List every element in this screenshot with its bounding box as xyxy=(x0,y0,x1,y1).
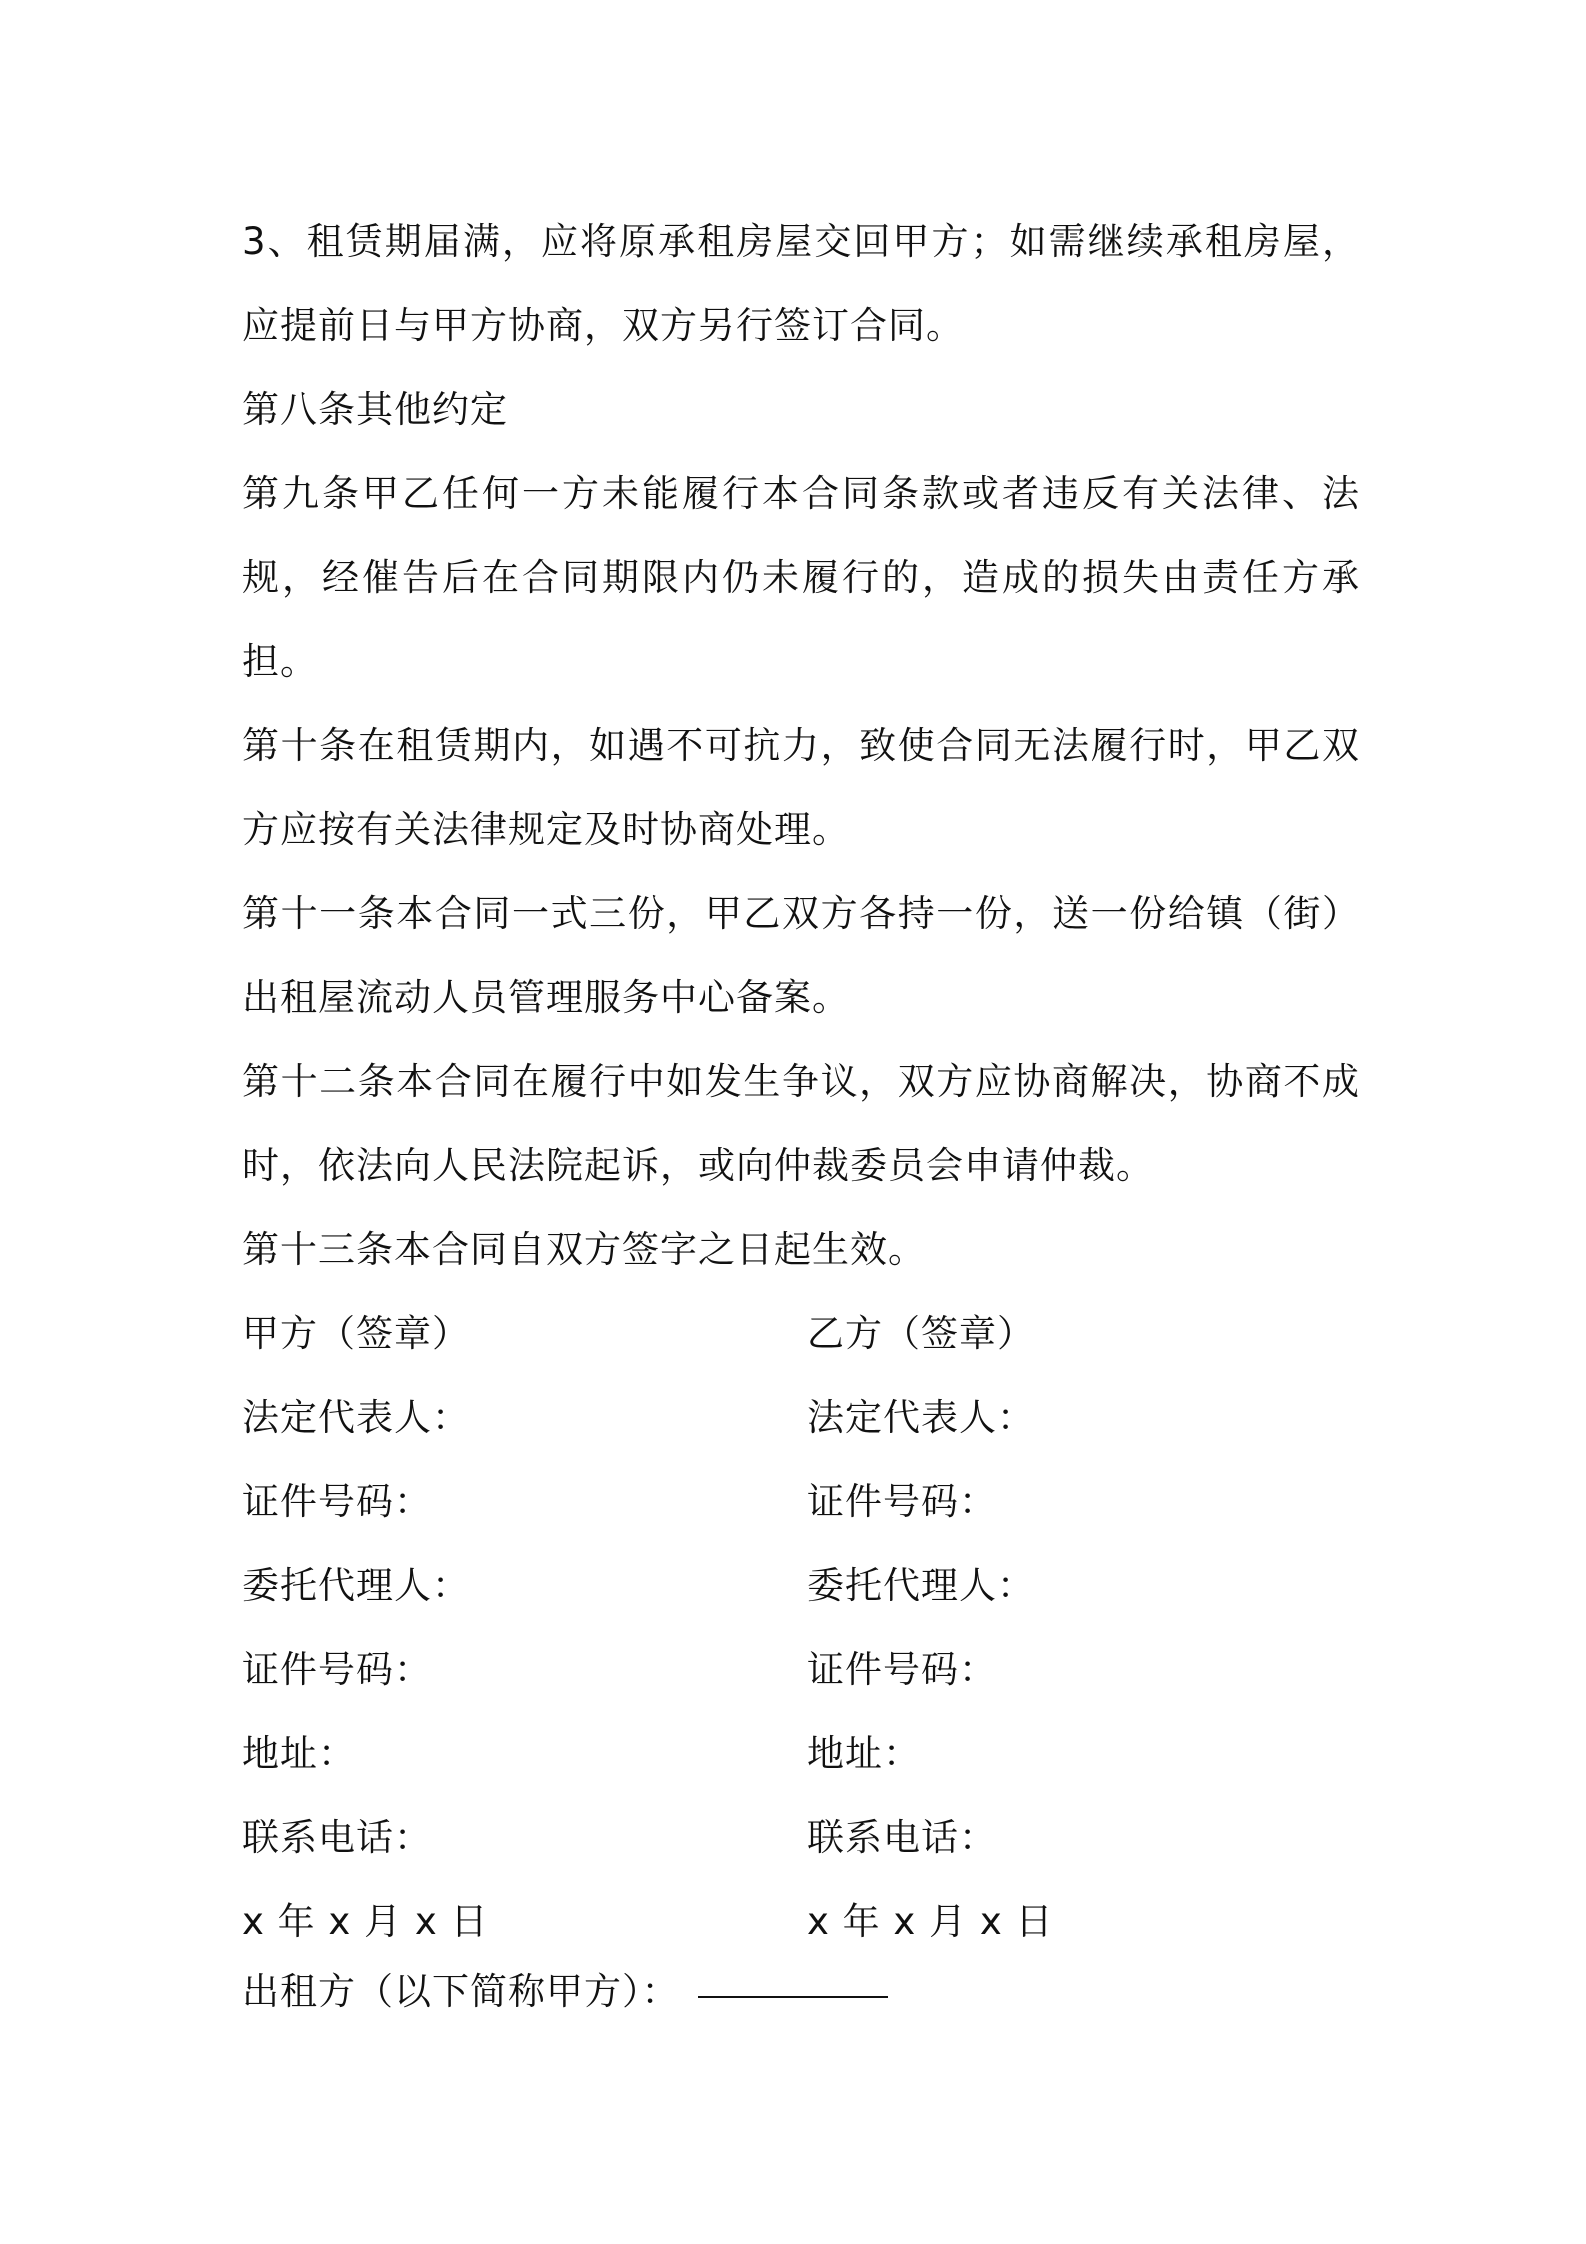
party-b-address: 地址： xyxy=(807,1732,921,1775)
party-a-legal-rep: 法定代表人： xyxy=(242,1396,470,1439)
clause-9-breach: 第九条甲乙任何一方未能履行本合同条款或者违反有关法律、法规，经催告后在合同期限内仍未履行的，造成的损失由责任方承担。 xyxy=(242,472,1360,683)
lessor-label: 出租方（以下简称甲方）： xyxy=(242,1970,680,2013)
party-b-agent-id-no: 证件号码： xyxy=(807,1648,997,1691)
signature-row-phone xyxy=(242,1796,1360,1880)
party-a-address: 地址： xyxy=(242,1732,356,1775)
clause-8-heading: 第八条其他约定 xyxy=(242,388,508,431)
lessor-fill-blank[interactable] xyxy=(698,1996,888,1998)
lessor-line xyxy=(242,1950,888,2034)
party-b-agent: 委托代理人： xyxy=(807,1564,1035,1607)
signature-row-agent-id xyxy=(242,1628,1360,1712)
contract-body xyxy=(242,200,1360,1964)
clause-10-force-majeure: 第十条在租赁期内，如遇不可抗力，致使合同无法履行时，甲乙双方应按有关法律规定及时协商处理。 xyxy=(242,724,1360,851)
party-b-legal-rep: 法定代表人： xyxy=(807,1396,1035,1439)
party-a-title: 甲方（签章） xyxy=(242,1312,470,1355)
party-a-date: x 年 x 月 x 日 xyxy=(242,1900,489,1943)
clause-12-disputes: 第十二条本合同在履行中如发生争议，双方应协商解决，协商不成时，依法向人民法院起诉，或向仲裁委员会申请仲裁。 xyxy=(242,1060,1360,1187)
clause-13-effective: 第十三条本合同自双方签字之日起生效。 xyxy=(242,1228,926,1271)
signature-block xyxy=(242,1292,1360,1964)
party-b-phone: 联系电话： xyxy=(807,1816,997,1859)
party-a-agent-id-no: 证件号码： xyxy=(242,1648,432,1691)
party-a-phone: 联系电话： xyxy=(242,1816,432,1859)
signature-row-address xyxy=(242,1712,1360,1796)
party-b-id-no: 证件号码： xyxy=(807,1480,997,1523)
clause-11-copies: 第十一条本合同一式三份，甲乙双方各持一份，送一份给镇（街）出租屋流动人员管理服务中心备案。 xyxy=(242,892,1360,1019)
signature-row-legal-rep xyxy=(242,1376,1360,1460)
party-a-agent: 委托代理人： xyxy=(242,1564,470,1607)
signature-row-agent xyxy=(242,1544,1360,1628)
signature-row-title xyxy=(242,1292,1360,1376)
signature-row-id xyxy=(242,1460,1360,1544)
clause-3-renewal: 3、租赁期届满，应将原承租房屋交回甲方；如需继续承租房屋，应提前日与甲方协商，双方另行签订合同。 xyxy=(242,220,1360,347)
party-b-title: 乙方（签章） xyxy=(807,1312,1035,1355)
party-a-id-no: 证件号码： xyxy=(242,1480,432,1523)
party-b-date: x 年 x 月 x 日 xyxy=(807,1900,1054,1943)
